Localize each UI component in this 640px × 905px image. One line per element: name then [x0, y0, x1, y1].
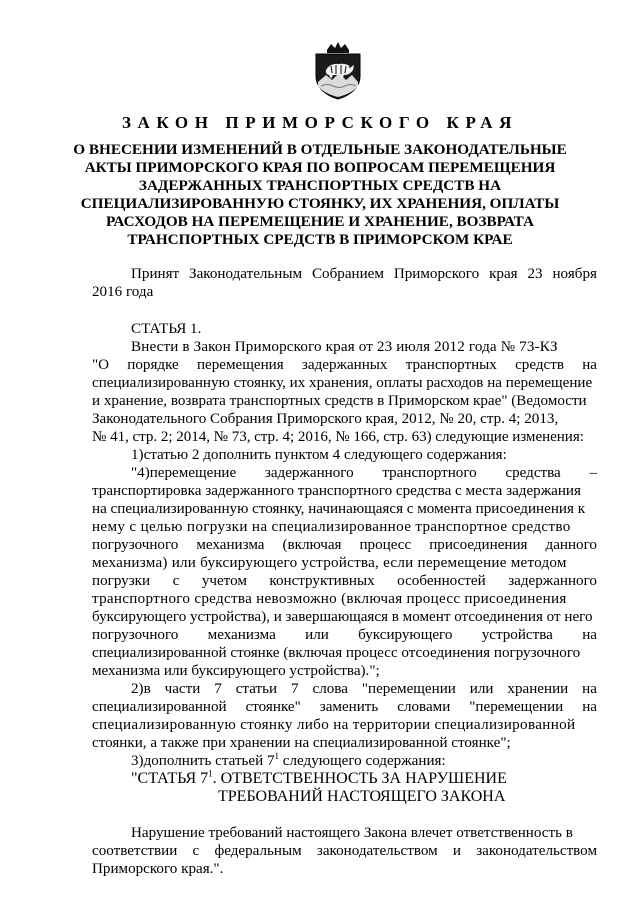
article-item-2-line [92, 698, 597, 716]
article-text-line: Законодательного Собрания Приморского края, 2012, № 20, стр. 4; 2013, [92, 411, 559, 427]
article-text-line: и хранение, возврата транспортных средств в Приморском крае" (Ведомости [92, 393, 587, 409]
liability-text-line [92, 842, 597, 860]
new-article-superscript: 1 [208, 768, 213, 779]
quote-line: буксирующего устройства), и завершающаяся в момент отсоединения от него [92, 609, 593, 625]
new-article-title [131, 770, 507, 788]
liability-text-line: Нарушение требований настоящего Закона влечет ответственность в [131, 825, 573, 841]
word: 23 [527, 266, 543, 282]
word: законодательством [476, 843, 597, 859]
heading-line: ТРАНСПОРТНЫХ СРЕДСТВ В ПРИМОРСКОМ КРАЕ [127, 231, 513, 248]
article-text-line: Внести в Закон Приморского края от 23 июля 2012 года № 73-КЗ [131, 339, 558, 355]
quote-line: нему с целью погрузки на специализированное транспортное средство [92, 519, 571, 535]
quote-line: транспортировка задержанного транспортного средства с места задержания [92, 483, 581, 499]
word: "перемещении [469, 699, 564, 715]
primorsky-krai-coat-of-arms-icon [313, 42, 363, 100]
word: транспортного [382, 465, 477, 481]
quote-line: транспортного средства невозможно (включая процесс присоединения [92, 591, 567, 607]
word: с [192, 843, 200, 859]
word: словами [397, 699, 451, 715]
article-title: СТАТЬЯ 1. [131, 321, 202, 337]
heading-line: ЗАДЕРЖАННЫХ ТРАНСПОРТНЫХ СРЕДСТВ НА [138, 177, 502, 194]
word: конструктивных [269, 573, 375, 589]
word: погрузочного [92, 627, 179, 643]
word: "О [92, 357, 110, 373]
word: механизма [196, 537, 265, 553]
word: погрузочного [92, 537, 179, 553]
item-3-superscript: 1 [274, 750, 280, 761]
word: на [582, 357, 597, 373]
word: законодательством [316, 843, 438, 859]
word: перемещения [196, 357, 284, 373]
word: слова [312, 681, 348, 697]
word: края [489, 266, 518, 282]
article-text-line [92, 356, 597, 374]
quote-line: на специализированную стоянку, начинающаяся с момента присоединения к [92, 501, 586, 517]
quote-line [131, 464, 597, 482]
word: учетом [201, 573, 247, 589]
heading-line: АКТЫ ПРИМОРСКОГО КРАЯ ПО ВОПРОСАМ ПЕРЕМЕЩЕНИЯ [84, 159, 556, 176]
word: (включая [282, 537, 342, 553]
word: федеральным [214, 843, 302, 859]
article-item-1: 1)статью 2 дополнить пунктом 4 следующего содержания: [131, 447, 507, 463]
word: задержанных [301, 357, 388, 373]
heading-line: СПЕЦИАЛИЗИРОВАННУЮ СТОЯНКУ, ИХ ХРАНЕНИЯ, ОПЛАТЫ [80, 195, 560, 212]
word: 2)в [131, 681, 151, 697]
word: особенностей [397, 573, 486, 589]
law-title: ЗАКОН ПРИМОРСКОГО КРАЯ [121, 113, 519, 132]
word: "4)перемещение [131, 465, 237, 481]
word: средств [515, 357, 564, 373]
article-item-2-line: специализированную стоянку либо на территории специализированной [92, 717, 576, 733]
quote-line: механизма) или буксирующего устройства, если перемещение методом [92, 555, 567, 571]
item-3-text: 3)дополнить статьей 7 [131, 753, 275, 769]
heading-line: РАСХОДОВ НА ПЕРЕМЕЩЕНИЕ И ХРАНЕНИЕ, ВОЗВРАТА [106, 213, 534, 230]
new-article-title-text: "СТАТЬЯ 7 [131, 770, 209, 787]
adoption-line-1 [131, 265, 597, 283]
word: средства [505, 465, 561, 481]
article-text-line: № 41, стр. 2; 2014, № 73, стр. 4; 2016, № 166, стр. 63) следующие изменения: [92, 429, 584, 445]
word: хранении [507, 681, 569, 697]
item-3-text-end: следующего содержания: [279, 753, 446, 769]
word: задержанного [264, 465, 354, 481]
word: или [305, 627, 329, 643]
article-item-3 [131, 752, 446, 770]
word: транспортных [405, 357, 497, 373]
article-item-2 [131, 680, 597, 698]
word: с [172, 573, 180, 589]
word: Законодательным [189, 266, 303, 282]
quote-line: специализированной стоянке (включая процесс отсоединения погрузочного [92, 645, 581, 661]
word: погрузки [92, 573, 151, 589]
quote-line [92, 572, 597, 590]
word: специализированной [92, 699, 227, 715]
word: порядке [127, 357, 179, 373]
word: Принят [131, 266, 180, 282]
heading-line: О ВНЕСЕНИИ ИЗМЕНЕНИЙ В ОТДЕЛЬНЫЕ ЗАКОНОДАТЕЛЬНЫЕ [73, 141, 567, 158]
word: "перемещении [361, 681, 456, 697]
word: устройства [481, 627, 553, 643]
adoption-line-2: 2016 года [92, 284, 154, 300]
word: процесс [359, 537, 412, 553]
word: Приморского [393, 266, 480, 282]
article-text-line: специализированную стоянку, их хранения, оплаты расходов на перемещение [92, 375, 593, 391]
article-item-2-line: стоянки, а также при хранении на специализированной стоянке"; [92, 735, 511, 751]
word: части [164, 681, 201, 697]
word: заменить [319, 699, 379, 715]
word: – [589, 465, 597, 481]
word: статьи [235, 681, 278, 697]
word: ноября [552, 266, 597, 282]
word: стоянке" [245, 699, 301, 715]
word: Собранием [311, 266, 384, 282]
word: механизма [207, 627, 276, 643]
word: 7 [291, 681, 299, 697]
word: 7 [214, 681, 222, 697]
quote-line: механизма или буксирующего устройства)."; [92, 663, 380, 679]
word: буксирующего [358, 627, 453, 643]
quote-line [92, 536, 597, 554]
word: на [582, 627, 597, 643]
word: задержанного [508, 573, 597, 589]
word: на [582, 699, 597, 715]
liability-text-line: Приморского края.". [92, 861, 224, 877]
quote-line [92, 626, 597, 644]
new-article-title-line-2: ТРЕБОВАНИЙ НАСТОЯЩЕГО ЗАКОНА [218, 788, 506, 805]
word: или [469, 681, 494, 697]
word: и [452, 843, 461, 859]
word: присоединения [429, 537, 528, 553]
new-article-title-end: . ОТВЕТСТВЕННОСТЬ ЗА НАРУШЕНИЕ [212, 770, 507, 787]
word: на [582, 681, 597, 697]
word: соответствии [92, 843, 178, 859]
word: данного [545, 537, 597, 553]
